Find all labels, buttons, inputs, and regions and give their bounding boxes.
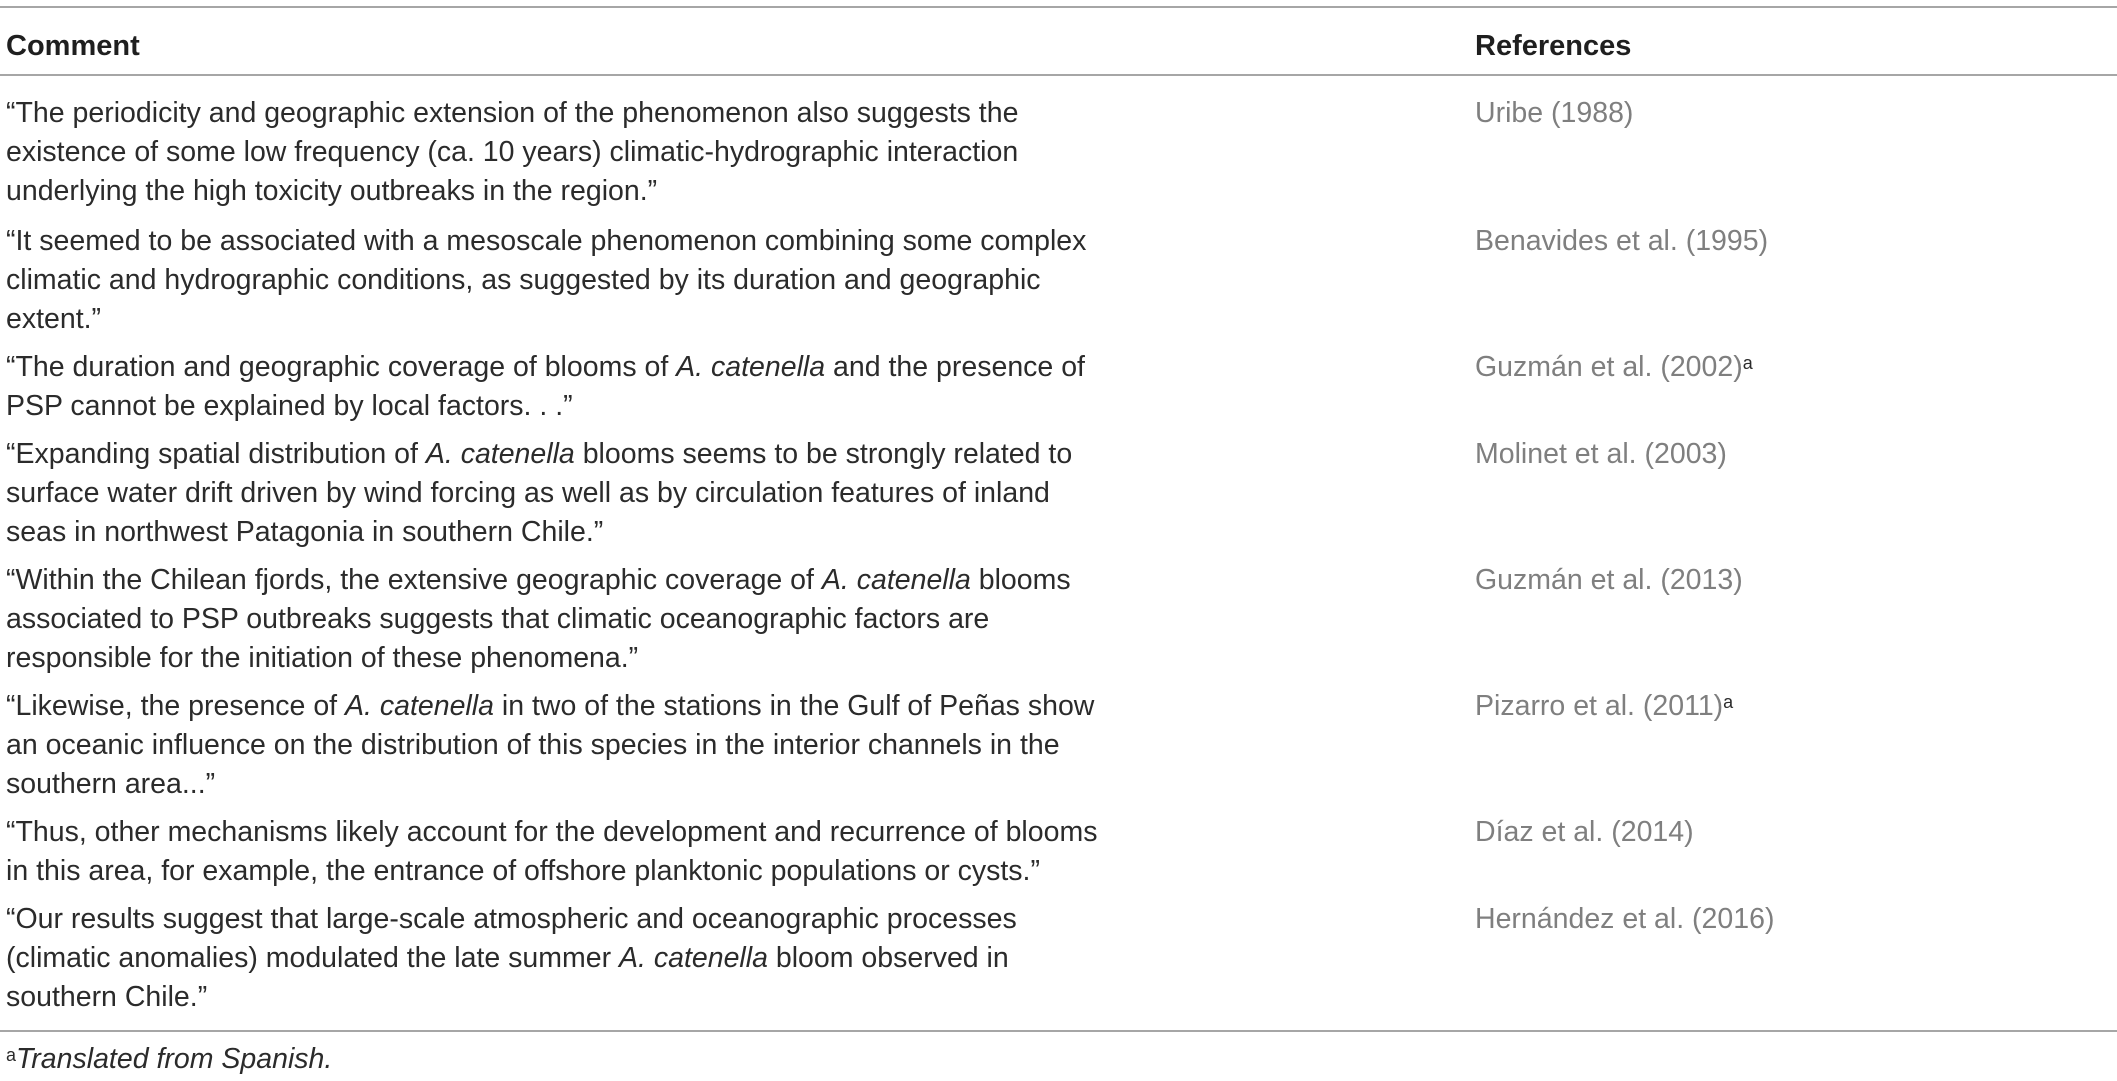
comment-text: in two of the stations in the Gulf of Peñas show an oceanic influence on the distribution of this species in the interior channels in the southern area...”: [6, 690, 1095, 800]
reference-text: Benavides et al. (1995): [1475, 225, 1769, 257]
footnote-marker: a: [6, 1045, 17, 1065]
comment-text: “The periodicity and geographic extension of the phenomenon also suggests the existence of some low frequency (ca. 10 years) climatic-hydrographic interaction underlying the high toxicity outbreaks in the region.”: [6, 97, 1019, 207]
row-reference: [1475, 687, 1733, 726]
reference-text: Uribe (1988): [1475, 97, 1634, 129]
table-top-rule: [0, 6, 2117, 8]
row-comment: [6, 813, 1116, 891]
row-reference: [1475, 900, 1774, 939]
row-reference: [1475, 435, 1727, 474]
row-comment: [6, 222, 1116, 339]
row-comment: [6, 348, 1116, 426]
row-comment: [6, 561, 1116, 678]
reference-text: Guzmán et al. (2002): [1475, 351, 1743, 383]
comment-text: “Our results suggest that large-scale atmospheric and oceanographic processes (climatic anomalies) modulated the late summer: [6, 903, 1017, 974]
reference-text: Guzmán et al. (2013): [1475, 564, 1743, 596]
comment-text: “Likewise, the presence of: [6, 690, 346, 722]
row-comment: [6, 94, 1116, 211]
comment-text: and the presence of PSP cannot be explained by local factors. . .”: [6, 351, 1085, 422]
row-comment: [6, 687, 1116, 804]
reference-superscript: a: [1723, 692, 1734, 712]
header-rule: [0, 74, 2117, 76]
comment-text: bloom observed in southern Chile.”: [6, 942, 1009, 1013]
comment-text: “Expanding spatial distribution of: [6, 438, 426, 470]
reference-superscript: a: [1742, 353, 1753, 373]
species-name: A. catenella: [821, 564, 971, 596]
reference-text: Pizarro et al. (2011): [1475, 690, 1724, 722]
species-name: A. catenella: [619, 942, 768, 974]
row-reference: [1475, 222, 1768, 261]
comment-text: “Thus, other mechanisms likely account for the development and recurrence of blooms in this area, for example, the entrance of offshore planktonic populations or cysts.”: [6, 816, 1098, 887]
table-footnote: [6, 1041, 332, 1077]
header-comment: Comment: [6, 30, 140, 62]
reference-text: Molinet et al. (2003): [1475, 438, 1727, 470]
row-reference: [1475, 348, 1753, 387]
comment-text: “The duration and geographic coverage of blooms of: [6, 351, 677, 383]
species-name: A. catenella: [425, 438, 575, 470]
header-references: References: [1475, 30, 1632, 62]
species-name: A. catenella: [345, 690, 494, 722]
table-bottom-rule: [0, 1030, 2117, 1032]
row-reference: [1475, 94, 1633, 133]
comment-text: “Within the Chilean fjords, the extensive geographic coverage of: [6, 564, 822, 596]
comment-text: blooms seems to be strongly related to surface water drift driven by wind forcing as well as by circulation features of inland seas in northwest Patagonia in southern Chile.”: [6, 438, 1073, 548]
reference-text: Díaz et al. (2014): [1475, 816, 1694, 848]
species-name: A. catenella: [676, 351, 826, 383]
row-comment: [6, 435, 1116, 552]
reference-text: Hernández et al. (2016): [1475, 903, 1775, 935]
row-comment: [6, 900, 1116, 1017]
row-reference: [1475, 813, 1694, 852]
footnote-text: Translated from Spanish.: [16, 1043, 333, 1075]
row-reference: [1475, 561, 1743, 600]
comment-text: blooms associated to PSP outbreaks suggests that climatic oceanographic factors are responsible for the initiation of these phenomena.”: [6, 564, 1071, 674]
comment-text: “It seemed to be associated with a mesoscale phenomenon combining some complex climatic and hydrographic conditions, as suggested by its duration and geographic extent.”: [6, 225, 1087, 335]
